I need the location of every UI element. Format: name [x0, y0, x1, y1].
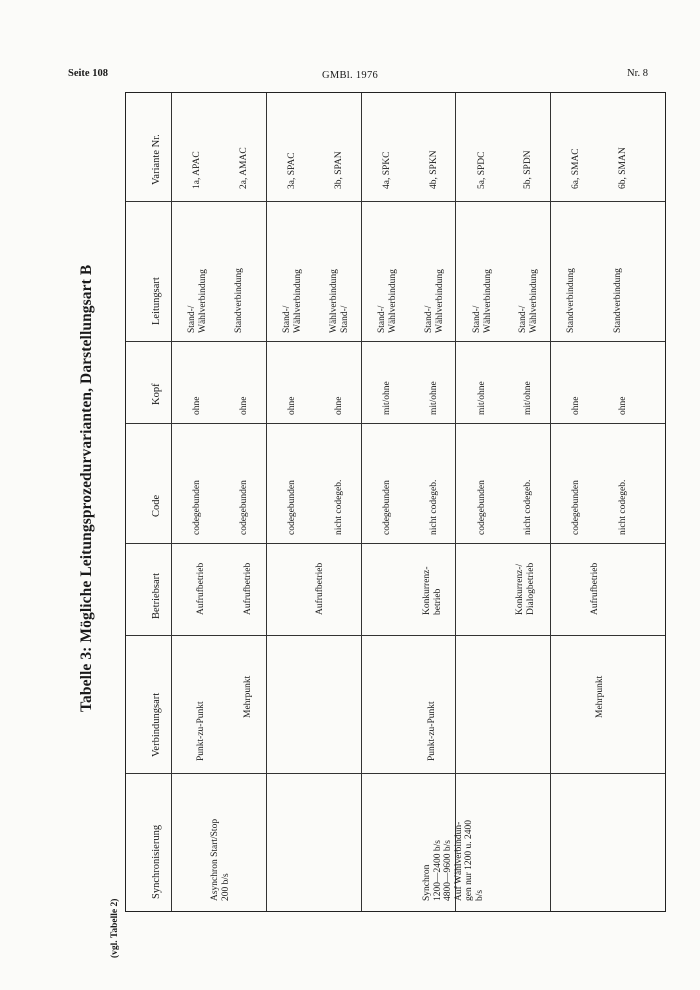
col-header-leitungsart: Leitungsart: [151, 277, 162, 325]
col-header-verbindungsart: Verbindungsart: [151, 692, 162, 757]
sync-line: Auf Wählverbindun-: [453, 821, 464, 901]
betrieb-aufruf3: Aufrufbetrieb: [315, 562, 325, 615]
leitungsart-line: Stand-/: [340, 305, 350, 333]
leitungsart-line: Wählverbindung: [529, 269, 539, 333]
column-divider: [126, 773, 665, 774]
table-reference: (vgl. Tabelle 2): [110, 898, 120, 958]
variant-cell: 6b, SMAN: [618, 147, 628, 189]
variant-cell: 3b, SPAN: [334, 151, 344, 189]
leitungsart-cell: [472, 269, 494, 333]
kopf-cell: mit/ohne: [382, 381, 392, 415]
verbindung-mehrpunkt2: Mehrpunkt: [595, 675, 605, 718]
leitungsart-cell: [613, 268, 624, 333]
code-cell: codegebunden: [571, 480, 581, 535]
leitungsart-cell: [187, 269, 209, 333]
betrieb-dialog: [515, 563, 537, 615]
leitungsart-line: Standverbindung: [613, 268, 623, 333]
col-header-synchronisierung: Synchronisierung: [151, 824, 162, 899]
code-cell: codegebunden: [382, 480, 392, 535]
variant-cell: 5a, SPDC: [477, 151, 487, 189]
sync-async-line1: Asynchron Start/Stop: [210, 818, 220, 901]
col-header-variante: Variante Nr.: [151, 134, 162, 185]
sync-line: Synchron: [422, 864, 432, 901]
betrieb-line: Dialogbetrieb: [526, 562, 536, 615]
journal-name: GMBl. 1976: [321, 70, 379, 81]
sync-line: gen nur 1200 u. 2400: [464, 819, 474, 901]
code-cell: codegebunden: [477, 480, 487, 535]
kopf-cell: ohne: [571, 396, 581, 415]
kopf-cell: ohne: [287, 396, 297, 415]
leitungsart-cell: [377, 269, 399, 333]
leitungsart-line: Stand-/: [518, 305, 528, 333]
betrieb-line: Konkurrenz-: [422, 566, 432, 615]
code-cell: nicht codegeb.: [334, 479, 344, 535]
variant-cell: 3a, SPAC: [287, 152, 297, 189]
kopf-cell: ohne: [334, 396, 344, 415]
leitungsart-line: Stand-/: [282, 305, 292, 333]
leitungsart-cell: [566, 268, 577, 333]
column-divider: [126, 423, 665, 424]
betrieb-konkurrenz: [422, 566, 444, 615]
col-header-code: Code: [151, 494, 162, 517]
table-title: Tabelle 3: Mögliche Leitungsprozedurvarianten, Darstellungsart B: [78, 264, 95, 712]
sync-line: b/s: [474, 889, 485, 901]
leitungsart-line: Stand-/: [472, 305, 482, 333]
variant-cell: 2a, AMAC: [239, 147, 249, 189]
verbindung-punkt2: Punkt-zu-Punkt: [427, 701, 437, 761]
leitungsart-line: Stand-/: [424, 305, 434, 333]
leitungsart-line: Wählverbindung: [198, 269, 208, 333]
code-cell: codegebunden: [239, 480, 249, 535]
leitungsart-line: Wählverbindung: [329, 269, 339, 333]
leitungsart-line: Wählverbindung: [388, 269, 398, 333]
sync-async: [210, 819, 232, 901]
sync-synchron: [422, 820, 485, 901]
row-divider: [550, 93, 551, 911]
leitungsart-line: Standverbindung: [234, 268, 244, 333]
betrieb-aufruf4: Aufrufbetrieb: [590, 562, 600, 615]
column-divider: [361, 635, 456, 636]
issue-number: Nr. 8: [627, 68, 648, 79]
sync-line: 1200—2400 b/s: [432, 840, 443, 901]
row-divider: [266, 93, 267, 911]
leitungsart-cell: [234, 268, 245, 333]
kopf-cell: ohne: [618, 396, 628, 415]
leitungsart-line: Standverbindung: [566, 268, 576, 333]
row-divider: [455, 93, 456, 911]
code-cell: nicht codegeb.: [618, 479, 628, 535]
leitungsart-line: Wählverbindung: [483, 269, 493, 333]
code-cell: nicht codegeb.: [523, 479, 533, 535]
leitungsart-cell: [329, 269, 351, 333]
variant-cell: 4b, SPKN: [429, 150, 439, 189]
row-divider: [171, 93, 172, 911]
sync-async-line2: 200 b/s: [221, 873, 231, 901]
column-divider: [126, 341, 665, 342]
kopf-cell: mit/ohne: [523, 381, 533, 415]
variant-cell: 1a, APAC: [192, 151, 202, 189]
kopf-cell: ohne: [239, 396, 249, 415]
betrieb-aufruf2: Aufrufbetrieb: [243, 562, 253, 615]
row-divider: [361, 93, 362, 911]
verbindung-punkt1: Punkt-zu-Punkt: [196, 701, 206, 761]
leitungsart-line: Wählverbindung: [293, 269, 303, 333]
column-divider: [126, 543, 665, 544]
code-cell: nicht codegeb.: [429, 479, 439, 535]
kopf-cell: ohne: [192, 396, 202, 415]
variant-cell: 6a, SMAC: [571, 148, 581, 189]
kopf-cell: mit/ohne: [429, 381, 439, 415]
betrieb-line: betrieb: [433, 588, 443, 615]
betrieb-aufruf1: Aufrufbetrieb: [196, 562, 206, 615]
variants-table: [125, 92, 666, 912]
page-number: Seite 108: [68, 68, 108, 79]
leitungsart-cell: [424, 269, 446, 333]
kopf-cell: mit/ohne: [477, 381, 487, 415]
sync-line: 4800—9600 b/s: [443, 840, 453, 901]
leitungsart-cell: [518, 269, 540, 333]
leitungsart-cell: [282, 269, 304, 333]
col-header-kopf: Kopf: [151, 383, 162, 405]
col-header-betriebsart: Betriebsart: [151, 572, 162, 619]
column-divider: [126, 201, 665, 202]
variant-cell: 4a, SPKC: [382, 151, 392, 189]
leitungsart-line: Wählverbindung: [435, 269, 445, 333]
verbindung-mehrpunkt1: Mehrpunkt: [243, 675, 253, 718]
leitungsart-line: Stand-/: [187, 305, 197, 333]
code-cell: codegebunden: [192, 480, 202, 535]
leitungsart-line: Stand-/: [377, 305, 387, 333]
code-cell: codegebunden: [287, 480, 297, 535]
variant-cell: 5b, SPDN: [523, 150, 533, 189]
betrieb-line: Konkurrenz-/: [515, 563, 525, 615]
